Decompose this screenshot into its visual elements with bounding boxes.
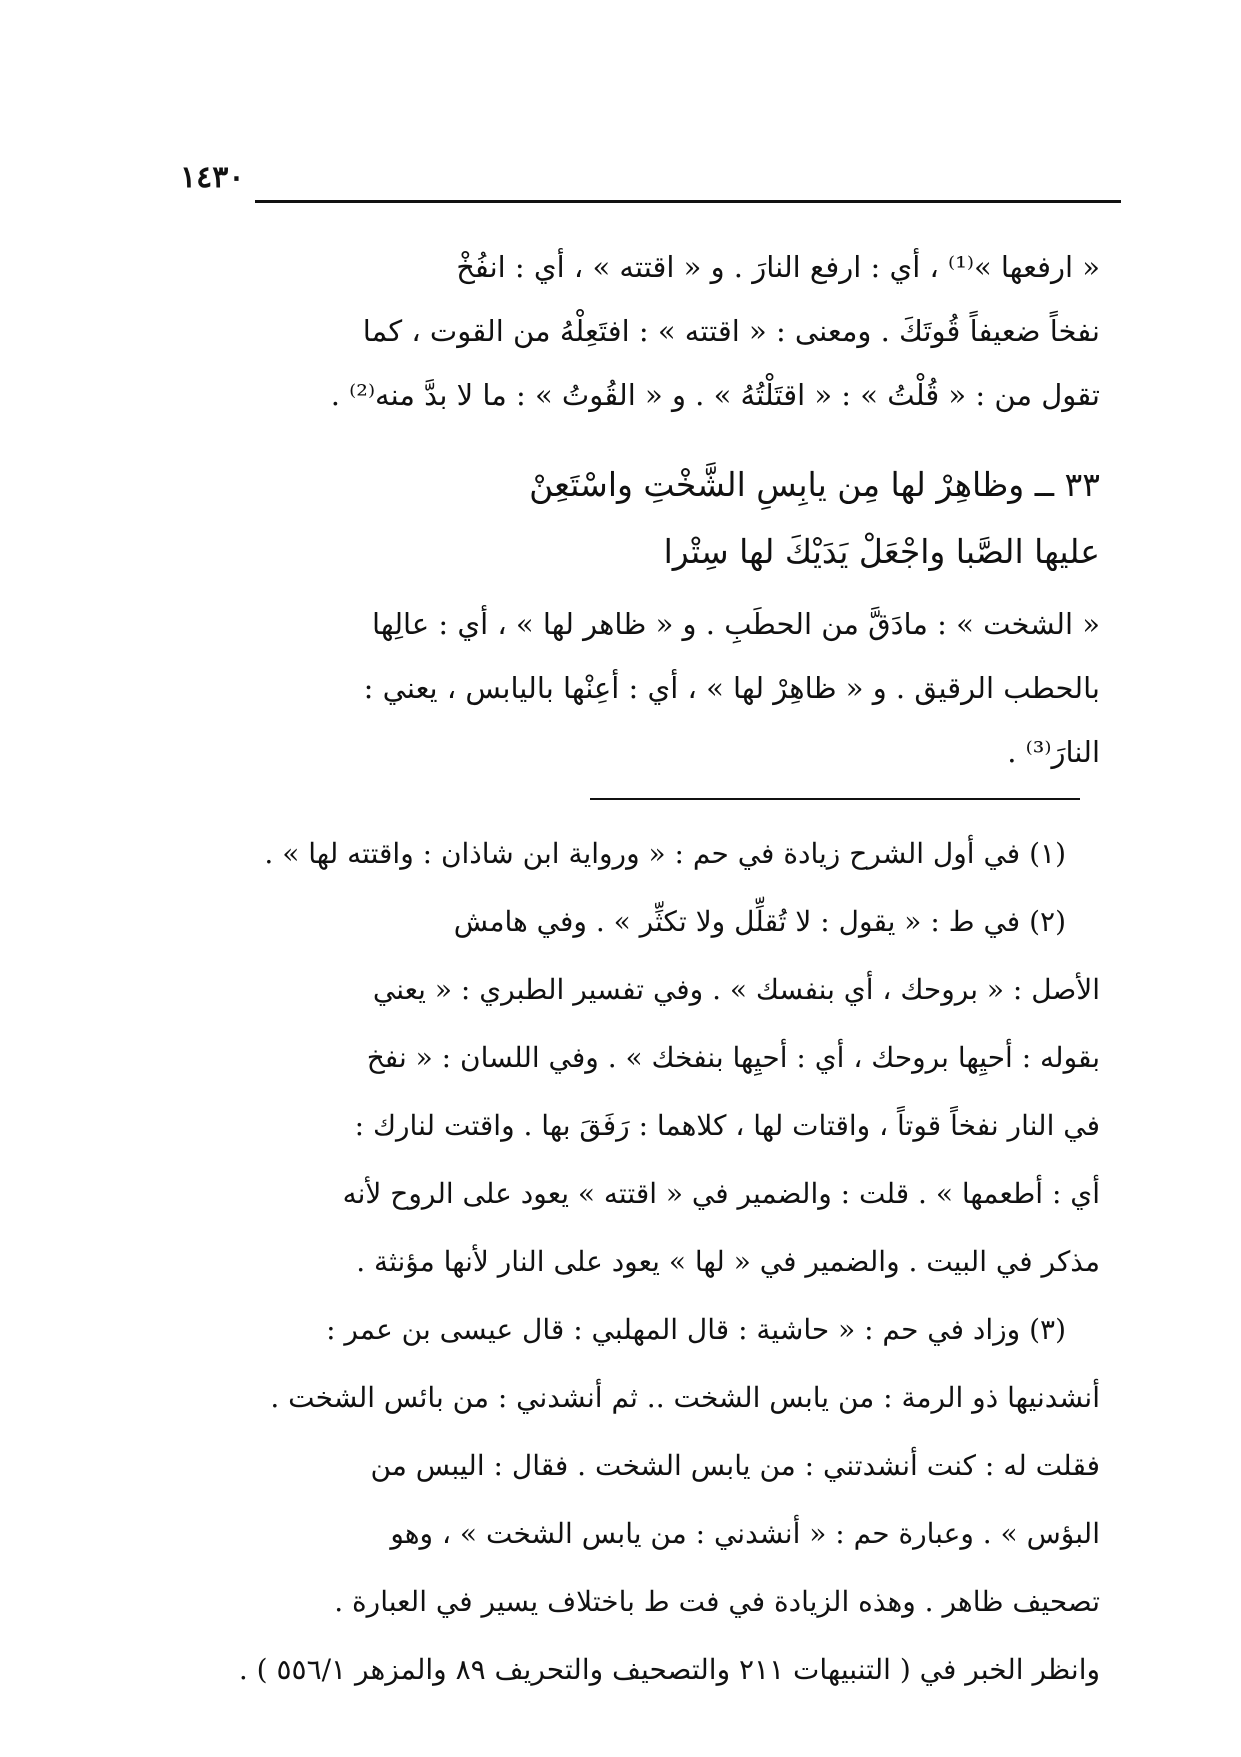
footnote-2-line: مذكر في البيت . والضمير في « لها » يعود على النار لأنها مؤنثة . — [356, 1245, 1100, 1278]
footnote-3-line: البؤس » . وعبارة حم : « أنشدني : من يابس الشخت » ، وهو — [390, 1517, 1100, 1550]
main-line: « ارفعها »⁽¹⁾ ، أي : ارفع النارَ . و « اقتته » ، أي : انفُخْ — [456, 250, 1100, 284]
page-number: ١٤٣٠ — [180, 160, 245, 195]
footnote-3-line: أنشدنيها ذو الرمة : من يابس الشخت .. ثم أنشدني : من بائس الشخت . — [270, 1381, 1100, 1414]
commentary-line: النارَ⁽³⁾ . — [1007, 735, 1100, 769]
footnote-3-line: فقلت له : كنت أنشدتني : من يابس الشخت . فقال : اليبس من — [370, 1449, 1100, 1482]
commentary — [272, 592, 1100, 784]
main-line: تقول من : « قُلْتُ » : « اقتَلْتُهُ » . و « القُوتُ » : ما لا بدَّ منه⁽²⁾ . — [330, 378, 1100, 412]
commentary-line: « الشخت » : مادَقَّ من الحطَبِ . و « ظاهر لها » ، أي : عالِها — [371, 607, 1100, 641]
footnote-1-line: (١) في أول الشرح زيادة في حم : « ورواية ابن شاذان : واقتته لها » . — [264, 837, 1066, 870]
footnote-3-line: وانظر الخبر في ( التنبيهات ٢١١ والتصحيف والتحريف ٨٩ والمزهر ٥٥٦/١ ) . — [238, 1653, 1100, 1686]
header-rule — [255, 200, 1121, 203]
main-text — [272, 235, 1100, 427]
footnote-2-line: في النار نفخاً قوتاً ، واقتات لها ، كلاهما : رَفَقَ بها . واقتت لنارك : — [354, 1109, 1100, 1142]
footnote-rule — [590, 798, 1080, 800]
footnote-2-line: أي : أطعمها » . قلت : والضمير في « اقتته » يعود على الروح لأنه — [342, 1177, 1100, 1210]
verse-second-hemistich: عليها الصَّبا واجْعَلْ يَدَيْكَ لها سِتْرا — [663, 532, 1100, 571]
verse-first-hemistich: ٣٣ ــ وظاهِرْ لها مِن يابِسِ الشَّخْتِ واسْتَعِنْ — [529, 465, 1100, 504]
footnotes — [238, 820, 1100, 1704]
footnote-3-line: (٣) وزاد في حم : « حاشية : قال المهلبي : قال عيسى بن عمر : — [326, 1313, 1066, 1346]
main-line: نفخاً ضعيفاً قُوتَكَ . ومعنى : « اقتته » : افتَعِلْهُ من القوت ، كما — [362, 314, 1100, 348]
footnote-2-line: الأصل : « بروحك ، أي بنفسك » . وفي تفسير الطبري : « يعني — [372, 973, 1100, 1006]
footnote-2-line: (٢) في ط : « يقول : لا تُقلِّل ولا تكثِّر » . وفي هامش — [453, 905, 1066, 938]
footnote-2-line: بقوله : أحيِها بروحك ، أي : أحيِها بنفخك » . وفي اللسان : « نفخ — [366, 1041, 1100, 1074]
commentary-line: بالحطب الرقيق . و « ظاهِرْ لها » ، أي : أعِنْها باليابس ، يعني : — [363, 671, 1100, 705]
footnote-3-line: تصحيف ظاهر . وهذه الزيادة في فت ط باختلاف يسير في العبارة . — [334, 1585, 1100, 1618]
